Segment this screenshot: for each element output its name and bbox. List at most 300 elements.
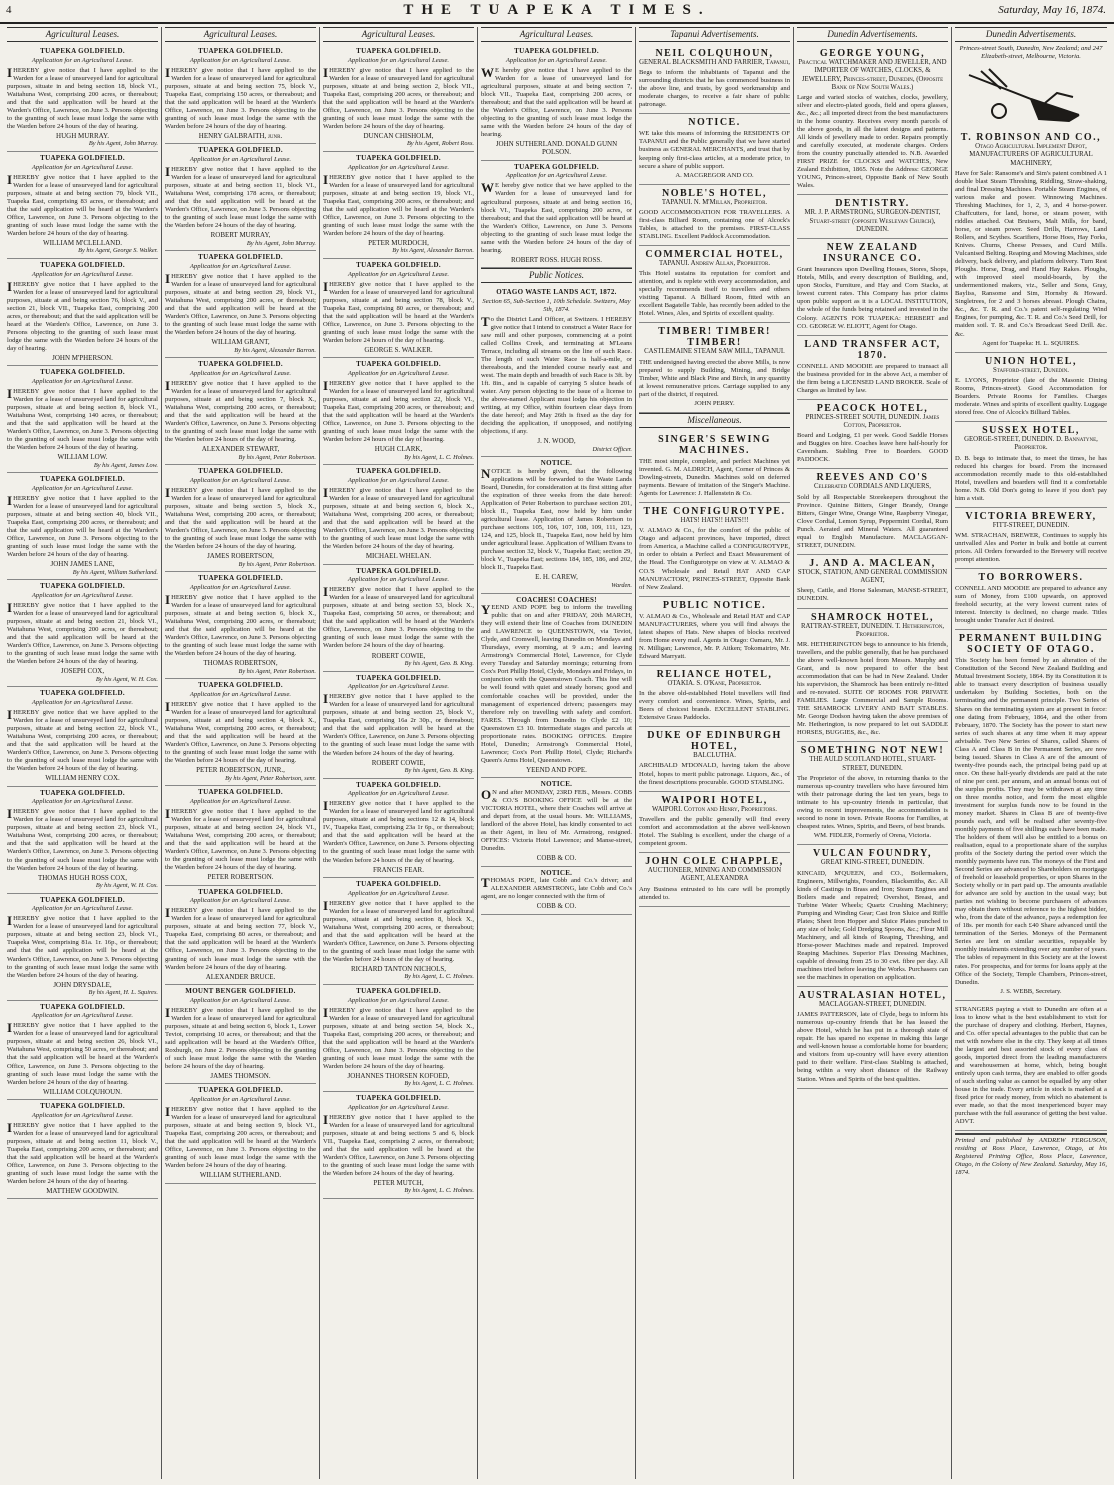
advertisement (797, 845, 948, 987)
ad-body: THE most simple, complete, and perfect Machines yet invented. G. M. ALDRICH, Agent, Corner of Princes & Dowling-streets, Dunedin. Machines sold on deferred payments. Beware of imitation of the Singer's Machine. Agents for Lawrence: J. Hallenstein & Co. (639, 457, 790, 498)
notice-body: IHEREBY give notice that I have applied to the Warden for a lease of unsurveyed land for agricultural purposes, situate at and being section 6, block I., Lower Teviot, comprising 10 acres, or thereabout; and that the said application will be heard at the Warden's Office, Roxburgh, on June 2. Persons objecting to the granting of such lease must lodge the same with the Warden before 24 hours of the day of hearing. (165, 1004, 316, 1070)
ad-footer: A. MACGREGOR AND CO. (675, 171, 754, 179)
notice-title: TUAPEKA GOLDFIELD. (40, 475, 125, 484)
notice-agent: By his Agent, Alexander Barron. (392, 247, 474, 255)
notice-title: TUAPEKA GOLDFIELD. (356, 1094, 441, 1103)
advertisement (639, 503, 790, 597)
ad-subtitle: PRINCES-STREET SOUTH, DUNEDIN. James Cotton, Proprietor. (805, 413, 940, 429)
notice-title: NOTICE. (540, 459, 573, 468)
notice-agent: By his Agent, Geo. B. King. (404, 660, 474, 668)
notice-subtitle: Application for an Agricultural Lease. (189, 690, 292, 698)
lease-notice (323, 45, 474, 152)
notice-body: IHEREBY give notice that I have applied to the Warden for a lease of unsurveyed land for agricultural purposes, situate at and being section 7, block X., Waitahuna West, comprising 200 acres, or thereabout; and that the said application will be heard at the Warden's Office, Lawrence, on June 3. Persons objecting to the granting of such lease must lodge the same with the Warden before 24 hours of the day of hearing. (165, 377, 316, 444)
advertisement (639, 597, 790, 666)
ad-subtitle: TAPANUI. Andrew Allan, Proprietor. (658, 260, 771, 267)
notice-title: TUAPEKA GOLDFIELD. (198, 467, 283, 476)
notice-subtitle: Application for an Agricultural Lease. (31, 905, 134, 913)
advertisement (639, 792, 790, 853)
notice-title: TUAPEKA GOLDFIELD. (40, 582, 125, 591)
ad-title: NOBLE'S HOTEL, (662, 187, 767, 199)
ad-subtitle: RATTRAY-STREET, DUNEDIN. T. Hetherington, Proprietor. (800, 622, 945, 638)
column-agricultural-leases-1 (4, 27, 162, 1479)
advertisement (797, 742, 948, 845)
issue-date: Saturday, May 16, 1874. (998, 4, 1106, 16)
notice-title: MOUNT BENGER GOLDFIELD. (185, 987, 296, 996)
column-heading: Agricultural Leases. (481, 27, 632, 42)
ad-subtitle: GENERAL BLACKSMITH AND FARRIER, Tapanui, (639, 58, 790, 66)
notice-body: IHEREBY give notice that I have applied to the Warden for a lease of unsurveyed land for agricultural purposes, situate at and being section 75, block V., Tuapeka East, comprising 150 acres, or thereabout; and that the said application will be heard at the Warden's Office, Lawrence, on June 3. Persons objecting to the granting of such lease must lodge the same with the Warden before 24 hours of the day of hearing. (165, 64, 316, 130)
notice-title: NOTICE. (540, 780, 573, 789)
column-heading: Dunedin Advertisements. (955, 27, 1107, 42)
section-heading-public-notices: Public Notices. (481, 268, 632, 283)
notice-signature: ROBERT ROSS. HUGH ROSS. (510, 255, 603, 264)
notice-body: IHEREBY give notice that I have applied to the Warden for a lease of unsurveyed land for agricultural purposes, situate at and being section 53, block X., Tuapeka East, comprising 50 acres, or thereabout; and that the said application will be heard at the Warden's Office, Lawrence, on June 3. Persons objecting to the granting of such lease must lodge the same with the Warden before 24 hours of the day of hearing. (323, 584, 474, 650)
ad-subtitle: Stafford-street, Dunedin. (993, 366, 1069, 374)
notice-agent: By his Agent, John Murray. (246, 239, 316, 247)
lease-notice (481, 45, 632, 161)
notice-subtitle: Application for an Agricultural Lease. (347, 163, 450, 171)
notice-title: OTAGO WASTE LANDS ACT, 1872. (496, 288, 617, 297)
ad-subtitle: Celebrated CORDIALS AND LIQUERS, (814, 483, 931, 491)
ad-subtitle: THE AULD SCOTLAND HOTEL, STUART-STREET, DUNEDIN. (809, 756, 936, 772)
notice-signature: WILLIAM COLQUHOUN. (43, 1087, 122, 1096)
notice-signature: ROBERT COWIE, (371, 758, 426, 767)
lease-notice (7, 45, 158, 152)
lease-notice (7, 366, 158, 473)
notice-subtitle: Application for an Agricultural Lease. (31, 591, 134, 599)
notice-agent: By his Agent, L. C. Holmes. (404, 973, 474, 981)
ad-body: Large and varied stocks of watches, clocks, jewellery, silver and electro-plated goods, field and opera glasses, &c., &c.; all imported direct from the best manufacturers in the home country. Receives every month parcels of the above goods, in all the latest designs and patterns. All kinds of jewellery made to order. Repairs promptly and carefully executed, at moderate charges. Orders from the country punctually attended to. N.B. Awarded FIRST PRIZE for CLOCKS and WATCHES, New Zealand Exhibition, 1865. Note the Address: GEORGE YOUNG, Princes-street, Opposite Bank of New South Wales. (797, 94, 948, 190)
notice-title: TUAPEKA GOLDFIELD. (356, 780, 441, 789)
lease-notice (165, 465, 316, 572)
ad-title: AUSTRALASIAN HOTEL, (798, 989, 947, 1001)
notice-subtitle: Application for an Agricultural Lease. (347, 996, 450, 1004)
ad-subtitle: Otago Agricultural Implement Depot, MANUFACTURERS OF AGRICULTURAL MACHINERY, (969, 143, 1093, 167)
notice-signature: J. N. WOOD, (537, 437, 576, 446)
notice-body: IHEREBY give notice that I have applied to the Warden for a lease of unsurveyed land for agricultural purposes, situate at and being section 78, block V., Tuapeka East, comprising 80 acres, or thereabout; and that the said application will be heard at the Warden's Office, Lawrence, on June 3. Persons objecting to the granting of such lease must lodge the same with the Warden before 24 hours of the day of hearing. (323, 278, 474, 344)
notice-agent: By his Agent, Alexander Barron. (234, 346, 316, 354)
notice-subtitle: Application for an Agricultural Lease. (31, 798, 134, 806)
notice-body: IHEREBY give notice that I have applied to the Warden for a lease of unsurveyed land for agricultural purposes, situate at and being sections 5 and 6, block VII., Tuapeka East, comprising 2 acres, or thereabout; and that the said application will be heard at the Warden's Office, Lawrence, on June 3. Persons objecting to the granting of such lease must lodge the same with the Warden before 24 hours of the day of hearing. (323, 1111, 474, 1177)
lease-notice (165, 985, 316, 1084)
notice-subtitle: Application for an Agricultural Lease. (347, 889, 450, 897)
advertisement (797, 195, 948, 239)
notice-title: TUAPEKA GOLDFIELD. (514, 162, 599, 171)
lease-notice (165, 251, 316, 358)
notice-title: TUAPEKA GOLDFIELD. (356, 673, 441, 682)
ad-subtitle: CASTLEMAINE STEAM SAW MILL, TAPANUI. (644, 348, 785, 356)
ad-subtitle: WAIPORI. Cotton and Henry, Proprietors. (652, 805, 777, 813)
advertisement (797, 609, 948, 743)
notice-body: IHEREBY give notice that we have applied to the Warden for a lease of unsurveyed land for agricultural purposes, situate at and being section 22, block VI., Waitahuna West, comprising 200 acres, or thereabout; and that the said application will be heard at the Warden's Office, Lawrence, on June 3. Persons objecting to the granting of such lease must lodge the same with the Warden before 24 hours of the day of hearing. (7, 706, 158, 773)
ad-body: ARCHIBALD M'DONALD, having taken the above Hotel, hopes to merit public patronage. Liquors, &c., of the finest descriptions procurable. GOOD STABLING. (639, 762, 790, 786)
notice-subtitle: Application for an Agricultural Lease. (189, 262, 292, 270)
notice-signature: WILLIAM HENRY COX. (45, 774, 120, 783)
notice-subtitle: Application for an Agricultural Lease. (189, 369, 292, 377)
lease-notice (481, 778, 632, 866)
ad-body: JAMES PATTERSON, late of Clyde, begs to inform his numerous up-country friends that he has leased the above Hotel, which he has put in a thorough state of repair. He has spared no expense in making this large and well-known house a comfortable home for boarders; and visitors from up-country will have every attention paid to their welfare. First-class Stabling is attached, being within a very short distance of the Railway Station. Wines and Spirits of the best qualities. (797, 1011, 948, 1083)
notice-subtitle: Application for an Agricultural Lease. (189, 583, 292, 591)
notice-body: NOTICE is hereby given, that the following applications will be forwarded to the Waste Lands Board, Dunedin, for consideration at its first sitting after the expiration of three weeks from the date hereof: Application of Peter Robertson to purchase section 201, block II., Tuapeka East, now held by him under agricultural lease. Application of James Robertson to purchase sections 105, 106, 107, 108, 109, 111, 123, 124, and 125, block II., Tuapeka East, now held by him under agricultural lease. Application of William Evans to purchase section 32, block V., Tuapeka East; section 29, block V., Tuapeka East; sections 184, 185, 186, and 202, block II., Tuapeka East. (481, 466, 632, 572)
notice-signature: THOMAS HUGH ROSS COX, (37, 873, 128, 882)
notice-title: TUAPEKA GOLDFIELD. (356, 467, 441, 476)
ad-title: THE CONFIGUROTYPE. (643, 506, 786, 518)
notice-signature: THOMAS ROBERTSON, (203, 659, 278, 668)
notice-body: IHEREBY give notice that I have applied to the Warden for a lease of unsurveyed land for agricultural purposes, situate and being section 5, block X., Waitahuna West, comprising 200 acres, or thereabout; and that the said application will be heard at the Warden's Office, Lawrence, on June 3. Persons objecting to the granting of such lease must lodge the same with the Warden before 24 hours of the day of hearing. (165, 484, 316, 551)
ad-body: In the above old-established Hotel travellers will find every comfort and convenience. Wines, Spirits, and Beers of choicest brands. EXCELLENT STABLING. Extensive Grass Paddocks. (639, 690, 790, 722)
notice-subtitle: Application for an Agricultural Lease. (347, 56, 450, 64)
ad-title: VULCAN FOUNDRY, (812, 848, 932, 860)
column-agricultural-leases-3 (320, 27, 478, 1479)
columns (4, 27, 1110, 1479)
notice-signature: HUGH MURRAY. (56, 131, 109, 140)
column-heading: Agricultural Leases. (7, 27, 158, 42)
lease-notice (323, 565, 474, 672)
notice-subtitle: Application for an Agricultural Lease. (347, 476, 450, 484)
notice-body: IHEREBY give notice that I have applied to the Warden for a lease of unsurveyed land for agricultural purposes, situate at and being section 22, block VI., Tuapeka East, comprising 200 acres, or thereabout; and that the said application will be heard at the Warden's Office, Lawrence, on June 3. Persons objecting to the granting of such lease must lodge the same with the Warden before 24 hours of the day of hearing. (323, 377, 474, 444)
ad-body: E. LYONS, Proprietor (late of the Masonic Dining Rooms, Princes-street). Good Accommodation for Boarders. Private Rooms for Families. Charges moderate. Wines and spirits of excellent quality. Luggage stored free. One of Alcock's Billiard Tables. (955, 376, 1107, 416)
lease-notice (7, 1100, 158, 1199)
notice-body: IHEREBY give notice that I have applied to the Warden for a lease of unsurveyed land for agricultural purposes, situate at and being section 23, block VI., Tuapeka West, comprising 81a. 1r. 16p., or thereabout; and that the said application will be heard at the Warden's Office, Lawrence, on June 3. Persons objecting to the granting of such lease must lodge the same with the Warden before 24 hours of the day of hearing. (7, 913, 158, 979)
advertisement (955, 353, 1107, 422)
advertisement (955, 422, 1107, 508)
notice-subtitle: Application for an Agricultural Lease. (31, 1111, 134, 1119)
lease-notice (7, 473, 158, 580)
column-tapanui-advertisements (636, 27, 794, 1479)
ad-body: STRANGERS paying a visit to Dunedin are often at a loss to know what is the best establishment to visit for the purchase of drapery and clothing. Herbert, Haynes, and Co. offer special advantages to the public that can be met with nowhere else in the city. They keep at all times the largest and best assorted stock of every class of goods, imported direct from the leading manufacturers and warehousemen at home, which, being bought entirely upon cash terms, they are enabled to offer goods of such sterling value as cannot be equalled by any other house in the trade. Every article in stock is marked at a fixed price for ready money, from which no abatement is ever made, so that the most inexperienced buyer may purchase with the full assurance of getting the best value. ADVT. (955, 1005, 1107, 1126)
lease-notice (7, 580, 158, 687)
notice-agent: By his Agent, Robert Ross. (406, 140, 474, 148)
advertisement (797, 336, 948, 400)
notice-signature: JOHANNES THORSEN KOFOED, (347, 1071, 450, 1080)
ad-body: V. ALMAO & Co., for the comfort of the public of Otago and adjacent provinces, have imported, direct from America, a Machine called a CONFIGUROTYPE, in order to obtain a Perfect and Exact Measurement of the Head. The Configurotype on view at V. ALMAO & CO.'S Wholesale and Retail HAT AND CAP MANUFACTORY, PRINCES-STREET, Opposite Bank of New Zealand. (639, 527, 790, 591)
advertisement (639, 323, 790, 412)
ad-subtitle: STOCK, STATION, AND GENERAL COMMISSION AGENT, (797, 568, 948, 585)
notice-body: IHEREBY give notice that I have applied to the Warden for a lease of unsurveyed land for agricultural purposes, situate at and being section 24, block VI., Waitahuna West, comprising 200 acres, or thereabout; and that the said application will be heard at the Warden's Office, Lawrence, on June 3. Persons objecting to the granting of such lease must lodge the same with the Warden before 24 hours of the day of hearing. (165, 805, 316, 872)
notice-title: TUAPEKA GOLDFIELD. (356, 880, 441, 889)
advertisement (639, 853, 790, 907)
lease-notice (7, 894, 158, 1001)
ad-title: WAIPORI HOTEL, (661, 794, 768, 806)
notice-title: TUAPEKA GOLDFIELD. (198, 681, 283, 690)
notice-agent: By his Agent, Peter Robertson. (238, 560, 316, 568)
notice-subtitle: Application for an Agricultural Lease. (189, 996, 292, 1004)
ad-subtitle: TAPANUI. N. M'Millan, Proprietor. (661, 198, 768, 206)
notice-agent: By his Agent, Peter Robertson, senr. (225, 774, 316, 782)
notice-title: TUAPEKA GOLDFIELD. (198, 146, 283, 155)
ad-title: PEACOCK HOTEL, (816, 402, 929, 414)
ad-title: NOTICE. (688, 117, 741, 129)
notice-body: WE hereby give notice that I have applied to the Warden for a lease of unsurveyed land for agricultural purposes, situate at and being section 7, block VII., Tuapeka East, comprising 200 acres, or thereabout; and that the said application will be heard at the Warden's Office, Lawrence, on June 3. Persons objecting to the granting of such lease must lodge the same with the Warden before 24 hours of the day of hearing. (481, 64, 632, 138)
notice-title: TUAPEKA GOLDFIELD. (40, 788, 125, 797)
notice-body: IHEREBY give notice that I have applied to the Warden for a lease of unsurveyed land for agricultural purposes, situate at and being section 6, block X., Waitahuna West, comprising 200 acres, or thereabout; and that the said application will be heard at the Warden's Office, Lawrence, on June 3. Persons objecting to the granting of such lease must lodge the same with the Warden before 24 hours of the day of hearing. (323, 484, 474, 551)
ad-subtitle: OTAKIA. S. O'Kane, Proprietor. (667, 679, 762, 687)
notice-signature: FRANCIS FEAR. (373, 865, 424, 874)
ad-subtitle: BALCLUTHA. (693, 752, 736, 760)
notice-body: WE hereby give notice that we have applied to the Warden for a lease of unsurveyed land for agricultural purposes, situate at and being section 16, block VI., Tuapeka East, comprising 200 acres, or thereabout; and that the said application will be heard at the Warden's Office, Lawrence, on June 3. Persons objecting to the granting of such lease must lodge the same with the Warden before 24 hours of the day of hearing. (481, 180, 632, 254)
lease-notice (481, 286, 632, 457)
ad-body: D. B. begs to intimate that, to meet the times, he has reduced his charges for board. From the increased accommodation recently made to this old-established Hotel, travellers and boarders will find it a comfortable home. N.B. Old Don's going to leave if you don't pay him a visit. (955, 454, 1107, 502)
notice-body: ON and after MONDAY, 23RD FEB., Messrs. COBB & CO.'S BOOKING OFFICE will be at the VICTORIA HOTEL, where their Coaches will arrive at and depart from, at the usual hours. Mr. WILLIAMS, landlord of the above Hotel, has kindly consented to act as their Agent, in lieu of Mr. Armstrong, resigned. OFFICES: Victoria Hotel Lawrence; and Manse-street, Dunedin. (481, 786, 632, 853)
notice-body: IHEREBY give notice that I have applied to the Warden for a lease of unsurveyed land for agricultural purposes, situate at and being section 21, block VI., Waitahuna West, comprising 200 acres, or thereabout; and that the said application will be heard at the Warden's Office, Lawrence, on June 3. Persons objecting to the granting of such lease must lodge the same with the Warden before 24 hours of the day of hearing. (7, 599, 158, 666)
notice-body: IHEREBY give notice that I have applied to the Warden for a lease of unsurveyed land for agricultural purposes, situate at and being section 9, block VI., Tuapeka East, comprising 200 acres, or thereabout; and that the said application will be heard at the Warden's Office, Lawrence, on June 3. Persons objecting to the granting of such lease must lodge the same with the Warden before 24 hours of the day of hearing. (165, 1104, 316, 1170)
notice-agent: By his Agent, James Low. (93, 461, 158, 469)
ad-body: Have for Sale: Ransome's and Sim's patent combined A 1 double blast Steam Threshing, Riddling, Straw-shaking, and final Dressing Machines. Portable Steam Engines, of various make and power. Winnowing Machines. Threshing Machines, for 1, 2, 3, and 4 horse-power. Chaffcutters, for land, horse, or steam power, with riddles attached. Oat Bruisers, Malt Mills, for band, horse, or steam power. Seed Drills, Harrows, Land Rollers, and Scythes. Scarifiers, Horse Hoes, Hay Forks, Knives. Churns, Cheese Presses, and Curd Mills. Vulcanised Belting. Reaping and Mowing Machines, side delivery, back delivery, and platform delivery. Turn Rest Ploughs. Horse, Drag, and Hand Hay Rakes. Ploughs, with improved steel mould-boards, by the undermentioned makers, viz., Seller and Sons, Gray, Bayliss, Ransome and Sim, Hornsby & Howard. Singletrees, for 2 and 3 horses abreast. Plough Chains, &c., &c. T. R. and Co.'s patent self-regulating Wind Engines, for pumping, &c. T. R. and Co.'s Seed Drill, for maiden soil. T. R. and Co.'s Broadcast Seed Drill. &c. &c. (955, 169, 1107, 338)
plough-illustration (961, 63, 1101, 127)
lease-notice (323, 152, 474, 259)
notice-title: TUAPEKA GOLDFIELD. (40, 261, 125, 269)
notice-body: IHEREBY give notice that I have applied to the Warden for a lease of unsurveyed land for agricultural purposes, situate at and being section 23, block VI., Waitahuna West, comprising 200 acres, or thereabout; and that the said application will be heard at the Warden's Office, Lawrence, on June 3. Persons objecting to the granting of such lease must lodge the same with the Warden before 24 hours of the day of hearing. (7, 806, 158, 872)
ad-body: THE undersigned having erected the above Mills, is now prepared to supply Building, Mining, and Bridge Timber, White and Black Pine and Birch, in any quantity at lowest remunerative prices. Carriage supplied to any part of the district, if required. (639, 358, 790, 398)
notice-signature: HENRY GALBRAITH, junr. (198, 131, 283, 140)
advertisement (955, 508, 1107, 569)
lease-notice (323, 465, 474, 564)
notice-subtitle: Application for an Agricultural Lease. (347, 790, 450, 798)
ad-body: Begs to inform the inhabitants of Tapanui and the surrounding districts that he has commenced business in the above line, and trusts, by good workmanship and moderate charges, to receive a fair share of public patronage. (639, 69, 790, 109)
advertisement (955, 129, 1107, 353)
lease-notice (323, 358, 474, 465)
lease-notice (165, 358, 316, 465)
notice-subtitle: Application for an Agricultural Lease. (189, 897, 292, 905)
notice-signature: JOHN DRYSDALE, (53, 980, 112, 989)
column-heading: Dunedin Advertisements. (797, 27, 948, 42)
notice-title: TUAPEKA GOLDFIELD. (356, 261, 441, 269)
notice-body: THOMAS POPE, late Cobb and Co.'s driver; and ALEXANDER ARMSTRONG, late Cobb and Co.'s agent, are no longer connected with the firm of (481, 875, 632, 901)
notice-body: YEEND AND POPE beg to inform the travelling public that on and after FRIDAY, 20th MARCH, they will extend their line of Coaches from DUNEDIN and LAWRENCE to QUEENSTOWN, via Teviot, Clyde, and Cromwell, leaving Dunedin on Mondays and Thursdays, every morning, at 9 a.m.; and leaving Armstrong's Commercial Hotel, Lawrence, for Clyde every Tuesday and Saturday mornings; returning from Cox's Port Phillip Hotel, Clyde, Mondays and Fridays, in conjunction with the Queenstown Coach. This line will be well found with quiet and steady horses; good and comfortable coaches will be provided, under the management of experienced drivers; passengers may therefore rely on travelling with safety and comfort. FARES. Through from Dunedin to Clyde £2 10; Queenstown £3 10. Intermediate stages and parcels at proportionate rates. BOOKING OFFICES. Empire Hotel, Dunedin; Armstrong's Commercial Hotel, Lawrence; Cox's Port Phillip Hotel, Clyde; Richard's Queen's Arms Hotel, Queenstown. (481, 602, 632, 764)
notice-signature: JOHN M'PHERSON. (52, 353, 113, 362)
notice-body: IHEREBY give notice that I have applied to the Warden for a lease of unsurveyed land for agricultural purposes, situate at and being section 8, block VI., Waitahuna West, comprising 140 acres, or thereabout; and that the said application will be heard at the Warden's Office, Lawrence, on June 3. Persons objecting to the granting of such lease must lodge the same with the Warden before 24 hours of the day of hearing. (7, 385, 158, 452)
ad-body: MR. HETHERINGTON begs to announce to his friends, travellers, and the public generally, that he has purchased the above well-known hotel from Messrs. Murphy and Grant, and is now prepared to offer the best accommodation that can be had in New Zealand. Under his supervision, the Shamrock has been entirely re-fitted and re-novated. SUITE OF ROOMS FOR PRIVATE FAMILIES. Large Commercial and Sample Rooms. THE SHAMROCK LIVERY AND BAIT STABLES. Mr. George Dodson having taken the above premises of Mr. Hetherington, is now prepared to let out SADDLE HORSES, BUGGIES, &c., &c. (797, 641, 948, 737)
advertisement (639, 185, 790, 246)
notice-title: TUAPEKA GOLDFIELD. (40, 689, 125, 698)
ad-body: Sold by all Respectable Storekeepers throughout the Province. Quinine Bitters, Ginger Brandy, Orange Bitters, Ginger Wine, Orange Wine, Raspberry Vinegar, Clove Cordial, Lemon Syrup, Peppermint Cordial, Rum Punch. Aerated and Mineral Waters. All guaranteed equal to English Manufacture. MACLAGGAN-STREET, DUNEDIN. (797, 493, 948, 549)
ad-title: DENTISTRY. (835, 198, 910, 210)
notice-signature: ROBERT MURRAY, (210, 231, 271, 240)
advertisement (955, 1001, 1107, 1131)
lease-notice (7, 152, 158, 259)
notice-agent: District Officer. (592, 445, 632, 453)
notice-title: TUAPEKA GOLDFIELD. (198, 253, 283, 262)
notice-subtitle: Application for an Agricultural Lease. (505, 172, 608, 180)
ad-body: This Hotel sustains its reputation for comfort and attention, and is replete with every accommodation, and specially recommends itself to travellers and others visiting Tapanui. A Billiard Room, fitted with an excellent Bagatelle Table, has recently been added to the Hotel. Wines, Ales, and Spirits of excellent quality. (639, 270, 790, 318)
ad-title: RELIANCE HOTEL, (656, 668, 773, 680)
notice-subtitle: Application for an Agricultural Lease. (189, 476, 292, 484)
ad-body: WE take this means of informing the RESIDENTS OF TAPANUI and the Public generally that we have started business as GENERAL MERCHANTS, and trust that by keeping only first-class articles, at a moderate price, to secure a share of public support. (639, 130, 790, 170)
notice-body: IHEREBY give notice that I have applied to the Warden for a lease of unsurveyed land for agricultural purposes, situate at and being section 25, block V., Tuapeka East, comprising 16a 2r 30p., or thereabout; and that the said application will be heard at the Warden's Office, Lawrence, on June 3. Persons objecting to the granting of such lease must lodge the same with the Warden before 24 hours of the day of hearing. (323, 691, 474, 757)
ad-title: PERMANENT BUILDING SOCIETY OF OTAGO. (958, 633, 1104, 656)
lease-notice (323, 259, 474, 358)
notice-agent: By his Agent, John Murray. (88, 140, 158, 148)
ad-body: CONNELL AND MOODIE are prepared to advance any sum of Money, from £100 upwards, on approved freehold security, at the very lowest current rates of interest. Intercity is declined, no charge made. Titles brought under Transfer Act if desired. (955, 585, 1107, 625)
notice-title: TUAPEKA GOLDFIELD. (198, 46, 283, 55)
notice-signature: PETER ROBERTSON, JUNR., (196, 766, 285, 775)
column-heading: Agricultural Leases. (323, 27, 474, 42)
notice-signature: COBB & CO. (536, 902, 577, 911)
notice-signature: RICHARD TANTON NICHOLS, (350, 964, 447, 973)
notice-signature: JOSEPH COX, (60, 667, 105, 676)
notice-title: TUAPEKA GOLDFIELD. (198, 788, 283, 797)
notice-title: TUAPEKA GOLDFIELD. (40, 1102, 125, 1111)
notice-body: IHEREBY give notice that I have applied to the Warden for a lease of unsurveyed land for agricultural purposes, situate at and being sections 12 & 14, block IV., Tuapeka East, comprising 23a 1r 6p., or thereabout; and that the said application will be heard at the Warden's Office, Lawrence, on June 3. Persons objecting to the granting of such lease must lodge the same with the Warden before 24 hours of the day of hearing. (323, 798, 474, 864)
ad-title: SINGER'S SEWING MACHINES. (658, 433, 771, 456)
notice-signature: JAMES ROBERTSON, (207, 552, 274, 561)
ad-footer: J. S. WEBB, Secretary. (1000, 987, 1062, 995)
ad-body: Travellers and the public generally will find every comfort and accommodation at the above well-known Hotel. The Stabling is excellent, under the charge of a competent groom. (639, 815, 790, 847)
ad-footer: Agent for Tuapeka: H. L. SQUIRES. (982, 339, 1080, 347)
notice-title: TUAPEKA GOLDFIELD. (198, 887, 283, 896)
notice-body: IHEREBY give notice that I have applied to the Warden for a lease of unsurveyed land for agricultural purposes, situate at and being section 79, block VII., Tuapeka East, comprising 83 acres, or thereabout; and that the said application will be heard at the Warden's Office, Lawrence, on June 3. Persons objecting to the granting of such lease must lodge the same with the Warden before 24 hours of the day of hearing. (7, 171, 158, 237)
ad-subtitle: HATS! HATS!! HATS!!! (680, 517, 749, 525)
ad-title: TO BORROWERS. (978, 572, 1084, 584)
ad-subtitle: FITT-STREET, DUNEDIN. (992, 521, 1070, 529)
page-number: 4 (6, 4, 12, 16)
notice-title: TUAPEKA GOLDFIELD. (514, 46, 599, 55)
lease-notice (165, 679, 316, 786)
notice-subtitle: Application for an Agricultural Lease. (31, 1012, 134, 1020)
ad-title: T. ROBINSON AND CO., (960, 132, 1102, 144)
advertisement (797, 469, 948, 555)
notice-signature: ROBERT COWIE, (371, 651, 426, 660)
notice-agent: By his Agent, W. H. Cox. (95, 675, 158, 683)
lease-notice (323, 878, 474, 985)
notice-signature: WILLIAM SUTHERLAND. (199, 1171, 282, 1180)
notice-title: TUAPEKA GOLDFIELD. (40, 368, 125, 377)
ad-title: LAND TRANSFER ACT, 1870. (804, 338, 941, 361)
notice-signature: MATTHEW GOODWIN. (46, 1186, 119, 1195)
advertisement (797, 555, 948, 609)
masthead (0, 0, 1114, 24)
printer-imprint: Printed and published by ANDREW FERGUSON, residing at Ross Place, Lawrence, Otago, at his Registered Printing Office, Ross Place, Lawrence, Otago, in the Colony of New Zealand. Saturday, May 16, 1874. (955, 1137, 1107, 1177)
notice-title: TUAPEKA GOLDFIELD. (40, 46, 125, 55)
lease-notice (323, 672, 474, 779)
notice-title: TUAPEKA GOLDFIELD. (356, 46, 441, 55)
lease-notice (165, 144, 316, 251)
ad-body: This Society has been formed by an alteration of the Constitution of the Second New Zealand Building and Mutual Investment Society, 1864. By its Constitution it is able to transact every description of business usually undertaken by Building Societies, both on the terminating and the permanent principle. Two Series of Shares on the terminating system are at present in force: one dating from February, 1864, and the other from February, 1870. The Society has the power to start new series of such shares at any time when it may appear advisable. Two New Series of Shares, called Shares of Class A and Class B in the Permanent Series, are now being issued. Shares in Class A are of the amount of twenty-five pounds each, the principal being paid up at once. On these half-yearly dividends are paid at the rate of nine per cent. per annum, and an annual bonus out of the surplus profits. They may be withdrawn at any time on three months notice, and form the most eligible investment for surplus funds now to be found in the money market. Shares in Class B are of twenty-five pounds each, and will be realised after seventy-five monthly payments of five shillings each have been made. The holders of them will also be entitled to a bonus on realisation, equal to a proportionate share of the surplus profits of the Society during the period over which the monthly payments have run. The moneys of the First and Second Series are advanced to Shareholders on mortgage of freehold or leasehold properties, or upon Shares in the Society wholly or in part paid up. The amounts available for advance are sold by auction in the usual way; but parties not wishing to become purchasers of advances may obtain them without reference to the highest bidder, who, from the date of the advance, pays a redemption fee of 18s. per month for each £40 Share advanced until the termination of the Series. Moneys of the Permanent Series are lent on similar securities, repayable by monthly instalments extending over any number of years. The tables of repayment in this Society are at the lowest rates. For prospectus, and for terms for loans apply at the Office of the Society, Temple Chambers, Princes-street, Dunedin. (955, 657, 1107, 986)
notice-title: TUAPEKA GOLDFIELD. (356, 360, 441, 369)
notice-agent: By his Agent, Geo. B. King. (404, 767, 474, 775)
notice-title: TUAPEKA GOLDFIELD. (40, 1002, 125, 1011)
notice-subtitle: Application for an Agricultural Lease. (31, 698, 134, 706)
notice-body: IHEREBY give notice that I have applied to the Warden for a lease of unsurveyed land for agricultural purposes, situate at and being section 2, block VII., Tuapeka East, comprising 200 acres, or thereabout; and that the said application will be heard at the Warden's Office, Lawrence, on June 3. Persons objecting to the granting of such lease must lodge the same with the Warden before 24 hours of the day of hearing. (323, 64, 474, 130)
ad-title: J. AND A. MACLEAN, (809, 557, 936, 569)
notice-agent: Warden. (611, 581, 632, 589)
ad-body: Grant Insurances upon Dwelling Houses, Stores, Shops, Hotels, Mills, and every description of Building, and, upon Stocks, Furniture, and Hay and Corn Stacks, at lowest current rates. This Company has prior claims upon public support as it is a LOCAL INSTITUTION, the whole of the funds being retained and invested in the Colony. AGENTS FOR TUAPEKA: HERBERT and CO. GEORGE W. ELIOTT, Agent for Otago. (797, 266, 948, 330)
notice-agent: By his Agent, Peter Robertson. (238, 667, 316, 675)
notice-agent: By his Agent, W. H. Cox. (95, 882, 158, 890)
notice-body: IHEREBY give notice that I have applied to the Warden for a lease of unsurveyed land for agricultural purposes, situate at and being section 6, block X., Waitahuna West, comprising 200 acres, or thereabout; and that the said application will be heard at the Warden's Office, Lawrence, on June 3. Persons objecting to the granting of such lease must lodge the same with the Warden before 24 hours of the day of hearing. (165, 591, 316, 658)
ad-title: NEW ZEALAND INSURANCE CO. (823, 242, 922, 265)
notice-signature: HUGH CLARK, (374, 445, 423, 454)
notice-body: IHEREBY give notice that I have applied to the Warden for a lease of unsurveyed land for agricultural purposes, situate at and being section 76, block V., and section 21, block VII., Tuapeka East, comprising 200 acres, or thereabout; and that the said application will be heard at the Warden's Office, Lawrence, on June 3. Persons objecting to the granting of such lease must lodge the same with the Warden before 24 hours of the day of hearing. (7, 278, 158, 352)
lease-notice (323, 1092, 474, 1199)
advertisement (639, 246, 790, 323)
notice-signature: WILLIAM GRANT, (211, 338, 270, 347)
lease-notice (165, 572, 316, 679)
notice-agent: By his Agent, L. C. Holmes. (404, 1080, 474, 1088)
notice-signature: WILLIAM LOW. (57, 453, 108, 462)
lease-notice (323, 779, 474, 878)
notice-body: To the District Land Officer, at Switzers. I HEREBY give notice that I intend to construct a Water Race for saw mill and other purposes, commencing at a point called Collins Creek, and terminating at M'Leans Terrace, including all streams on the line of such Race. The length of such Water Race is half-a-mile, or thereabouts, and the intended course nearly east and west. The main depth and breadth of such Race is 3ft. by 1ft. 8in., and is capable of carrying 5 sluice heads of water. Any person objecting to the issue of a license to the above-named Applicant must lodge his objection in writing, at my Office, within fourteen clear days from the date hereof; and May 26th is fixed as the day for deciding the application, if unopposed, and notifying objections, if any. (481, 313, 632, 436)
ad-title: GEORGE YOUNG, (819, 47, 926, 59)
newspaper-title: THE TUAPEKA TIMES. (403, 2, 711, 18)
notice-body: IHEREBY give notice that I have applied to the Warden for a lease of unsurveyed land for agricultural purposes, situate at and being section 54, block X., Tuapeka East, comprising 200 acres, or thereabout; and that the said application will be heard at the Warden's Office, Lawrence, on June 3. Persons objecting to the granting of such lease must lodge the same with the Warden before 24 hours of the day of hearing. (323, 1004, 474, 1070)
notice-subtitle: Application for an Agricultural Lease. (347, 270, 450, 278)
notice-body: IHEREBY give notice that I have applied to the Warden for a lease of unsurveyed land for agricultural purposes, situate at and being section 11, block VI., Waitahuna West, comprising 178 acres, or thereabout; and that the said application will be heard at the Warden's Office, Lawrence, on June 3. Persons objecting to the granting of such lease must lodge the same with the Warden before 24 hours of the day of hearing. (165, 163, 316, 230)
column-agricultural-leases-4 (478, 27, 636, 1479)
advertisement (797, 45, 948, 196)
notice-subtitle: Application for an Agricultural Lease. (31, 270, 134, 278)
notice-subtitle: Application for an Agricultural Lease. (347, 369, 450, 377)
notice-subtitle: Application for an Agricultural Lease. (347, 683, 450, 691)
notice-signature: MICHAEL WHELAN. (365, 552, 432, 561)
lease-notice (481, 594, 632, 779)
ad-body: Board and Lodging, £1 per week. Good Saddle Horses and Buggies on hire. Coaches leave here half-hourly for Caversham. Stabling Free to Boarders. GOOD PADDOCK. (797, 432, 948, 464)
ad-title: TIMBER! TIMBER! TIMBER! (658, 326, 771, 349)
notice-title: COACHES! COACHES! (516, 595, 597, 604)
notice-body: IHEREBY give notice that I have applied to the Warden for a lease of unsurveyed land for agricultural purposes, situate in and being section 18, block VI., Waitahuna West, comprising 200 acres, or thereabout; and that the said application will be heard at the Warden's Office, Lawrence, on June 3. Persons objecting to the granting of such lease must lodge the same with the Warden before 24 hours of the day of hearing. (7, 64, 158, 130)
notice-agent: By his Agent, George S. Walker. (78, 247, 158, 255)
notice-title: TUAPEKA GOLDFIELD. (198, 360, 283, 369)
notice-subtitle: Application for an Agricultural Lease. (31, 56, 134, 64)
ad-body: KINCAID, M'QUEEN, and CO., Boilermakers, Engineers, Millwrights, Founders, Blacksmiths, &c. All kinds of Castings in Brass and Iron; Steam Engines and Boilers made and repaired; Overshot, Breast, and Turbine Water Wheels; Quartz Crushing Machinery; Pumping and Winding Gear; Cast Iron Sluice and Riffle Plates; Sheet Iron Hopper and Sluice Plates punched to any size of hole; Gold Dredging Spoons, &c.; Flour Mill Machinery, and all kinds of Reaping, Threshing, and Horse-power Machines made and repaired. Improved Reaping Machines. Superior Flax Dressing Machines, capable of dressing from 25 to 30 cwt. fibre per day. All machines tried before leaving the Works. Purchasers can see the machines in operation on application. (797, 869, 948, 981)
notice-agent: By his Agent, L. C. Holmes. (404, 1187, 474, 1195)
ad-title: PUBLIC NOTICE. (662, 599, 767, 611)
column-dunedin-advertisements-1 (794, 27, 952, 1479)
notice-subtitle: Application for an Agricultural Lease. (347, 1103, 450, 1111)
notice-agent: By his Agent, Peter Robertson. (238, 453, 316, 461)
intro-text: Princes-street South, Dunedin, New Zealand; and 247 Elizabeth-street, Melbourne, Victoria. (959, 44, 1103, 60)
lease-notice (481, 867, 632, 915)
notice-subtitle: Application for an Agricultural Lease. (189, 56, 292, 64)
ad-title: SUSSEX HOTEL, (982, 425, 1080, 436)
column-heading: Tapanui Advertisements. (639, 27, 790, 42)
ad-title: DUKE OF EDINBURGH HOTEL, (647, 730, 782, 753)
ad-subtitle: MACLAGGAN-STREET, DUNEDIN. (819, 1000, 926, 1008)
notice-signature: JAMES THOMSON. (210, 1071, 271, 1080)
lease-notice (165, 1084, 316, 1183)
lease-notice (323, 985, 474, 1092)
notice-signature: PETER MURDOCH, (368, 238, 429, 247)
notice-signature: PETER MUTCH, (373, 1178, 424, 1187)
notice-title: NOTICE. (540, 868, 573, 877)
notice-body: IHEREBY give notice that I have applied to the Warden for a lease of unsurveyed land for agricultural purposes, situate at and being section 11, block V., Tuapeka East, comprising 200 acres, or thereabout; and that the said application will be heard at the Warden's Office, Lawrence, on June 3. Persons objecting to the granting of such lease must lodge the same with the Warden before 24 hours of the day of hearing. (7, 1119, 158, 1185)
ad-subtitle: GEORGE-STREET, DUNEDIN. D. Bannatyne, Proprietor. (964, 436, 1098, 452)
lease-notice (7, 259, 158, 366)
ad-body: V. ALMAO & Co., Wholesale and Retail HAT and CAP MANUFACTURERS, where you will find always the latest shapes of Hats. New shapes of blocks received from Home every mail. Agents in Otago: Oamaru, Mr. J. N. Milligan; Lawrence, Mr. P. Aitken; Tokomairiro, Mr. Edward Marryatt. (639, 612, 790, 660)
notice-signature: JOHN SUTHERLAND. DONALD GUNN POLSON. (495, 139, 618, 157)
notice-signature: ALEXANDER BRUCE. (205, 972, 276, 981)
ad-body: WM. STRACHAN, BREWER, Continues to supply his unrivalled Ales and Porter in bulk and bottle at current prices. All Orders forwarded to the Brewery will receive prompt attention. (955, 532, 1107, 564)
ad-subtitle: GREAT KING-STREET, DUNEDIN. (820, 859, 925, 867)
ad-subtitle: AUCTIONEER, MINING AND COMMISSION AGENT, ALEXANDRA (647, 866, 782, 883)
lease-notice (165, 886, 316, 985)
notice-body: IHEREBY give notice that I have applied to the Warden for a lease of unsurveyed land for agricultural purposes, situate at and being section 19, block VI., Tuapeka East, comprising 200 acres, or thereabout; and that the said application will be heard at the Warden's Office, Lawrence, on June 3. Persons objecting to the granting of such lease must lodge the same with the Warden before 24 hours of the day of hearing. (323, 171, 474, 237)
ad-subtitle: Practical WATCHMAKER AND JEWELLER, AND IMPORTER OF WATCHES, CLOCKS, & JEWELLERY, Princes-street, Dunedin, (Opposite Bank of New South Wales.) (798, 58, 947, 91)
notice-body: IHEREBY give notice that I have applied to the Warden for a lease of unsurveyed land for agricultural purposes, situate at and being section 77, block V., Tuapeka East, comprising 80 acres, or thereabout; and that the said application will be heard at the Warden's Office, Lawrence, on June 3. Persons objecting to the granting of such lease must lodge the same with the Warden before 24 hours of the day of hearing. (165, 905, 316, 971)
column-agricultural-leases-2 (162, 27, 320, 1479)
notice-title: TUAPEKA GOLDFIELD. (198, 1086, 283, 1095)
advertisement (639, 431, 790, 503)
ad-title: COMMERCIAL HOTEL, (645, 249, 784, 260)
notice-signature: WILLIAM M'CLELLAND. (42, 238, 123, 247)
ad-footer: JOHN PERRY. (694, 399, 735, 407)
notice-body: IHEREBY give notice that I have applied to the Warden for a lease of unsurveyed land for agricultural purposes, situate at and being section 8, block X., Waitahuna West, comprising 200 acres, or thereabout; and that the said application will be heard at the Warden's Office, Lawrence, on June 3. Persons objecting to the granting of such lease must lodge the same with the Warden before 24 hours of the day of hearing. (323, 897, 474, 963)
lease-notice (481, 457, 632, 593)
lease-notice (165, 786, 316, 885)
notice-subtitle: Application for an Agricultural Lease. (505, 56, 608, 64)
ad-title: SOMETHING NOT NEW! (800, 745, 945, 757)
notice-agent: By his Agent, William Sutherland. (72, 568, 158, 576)
